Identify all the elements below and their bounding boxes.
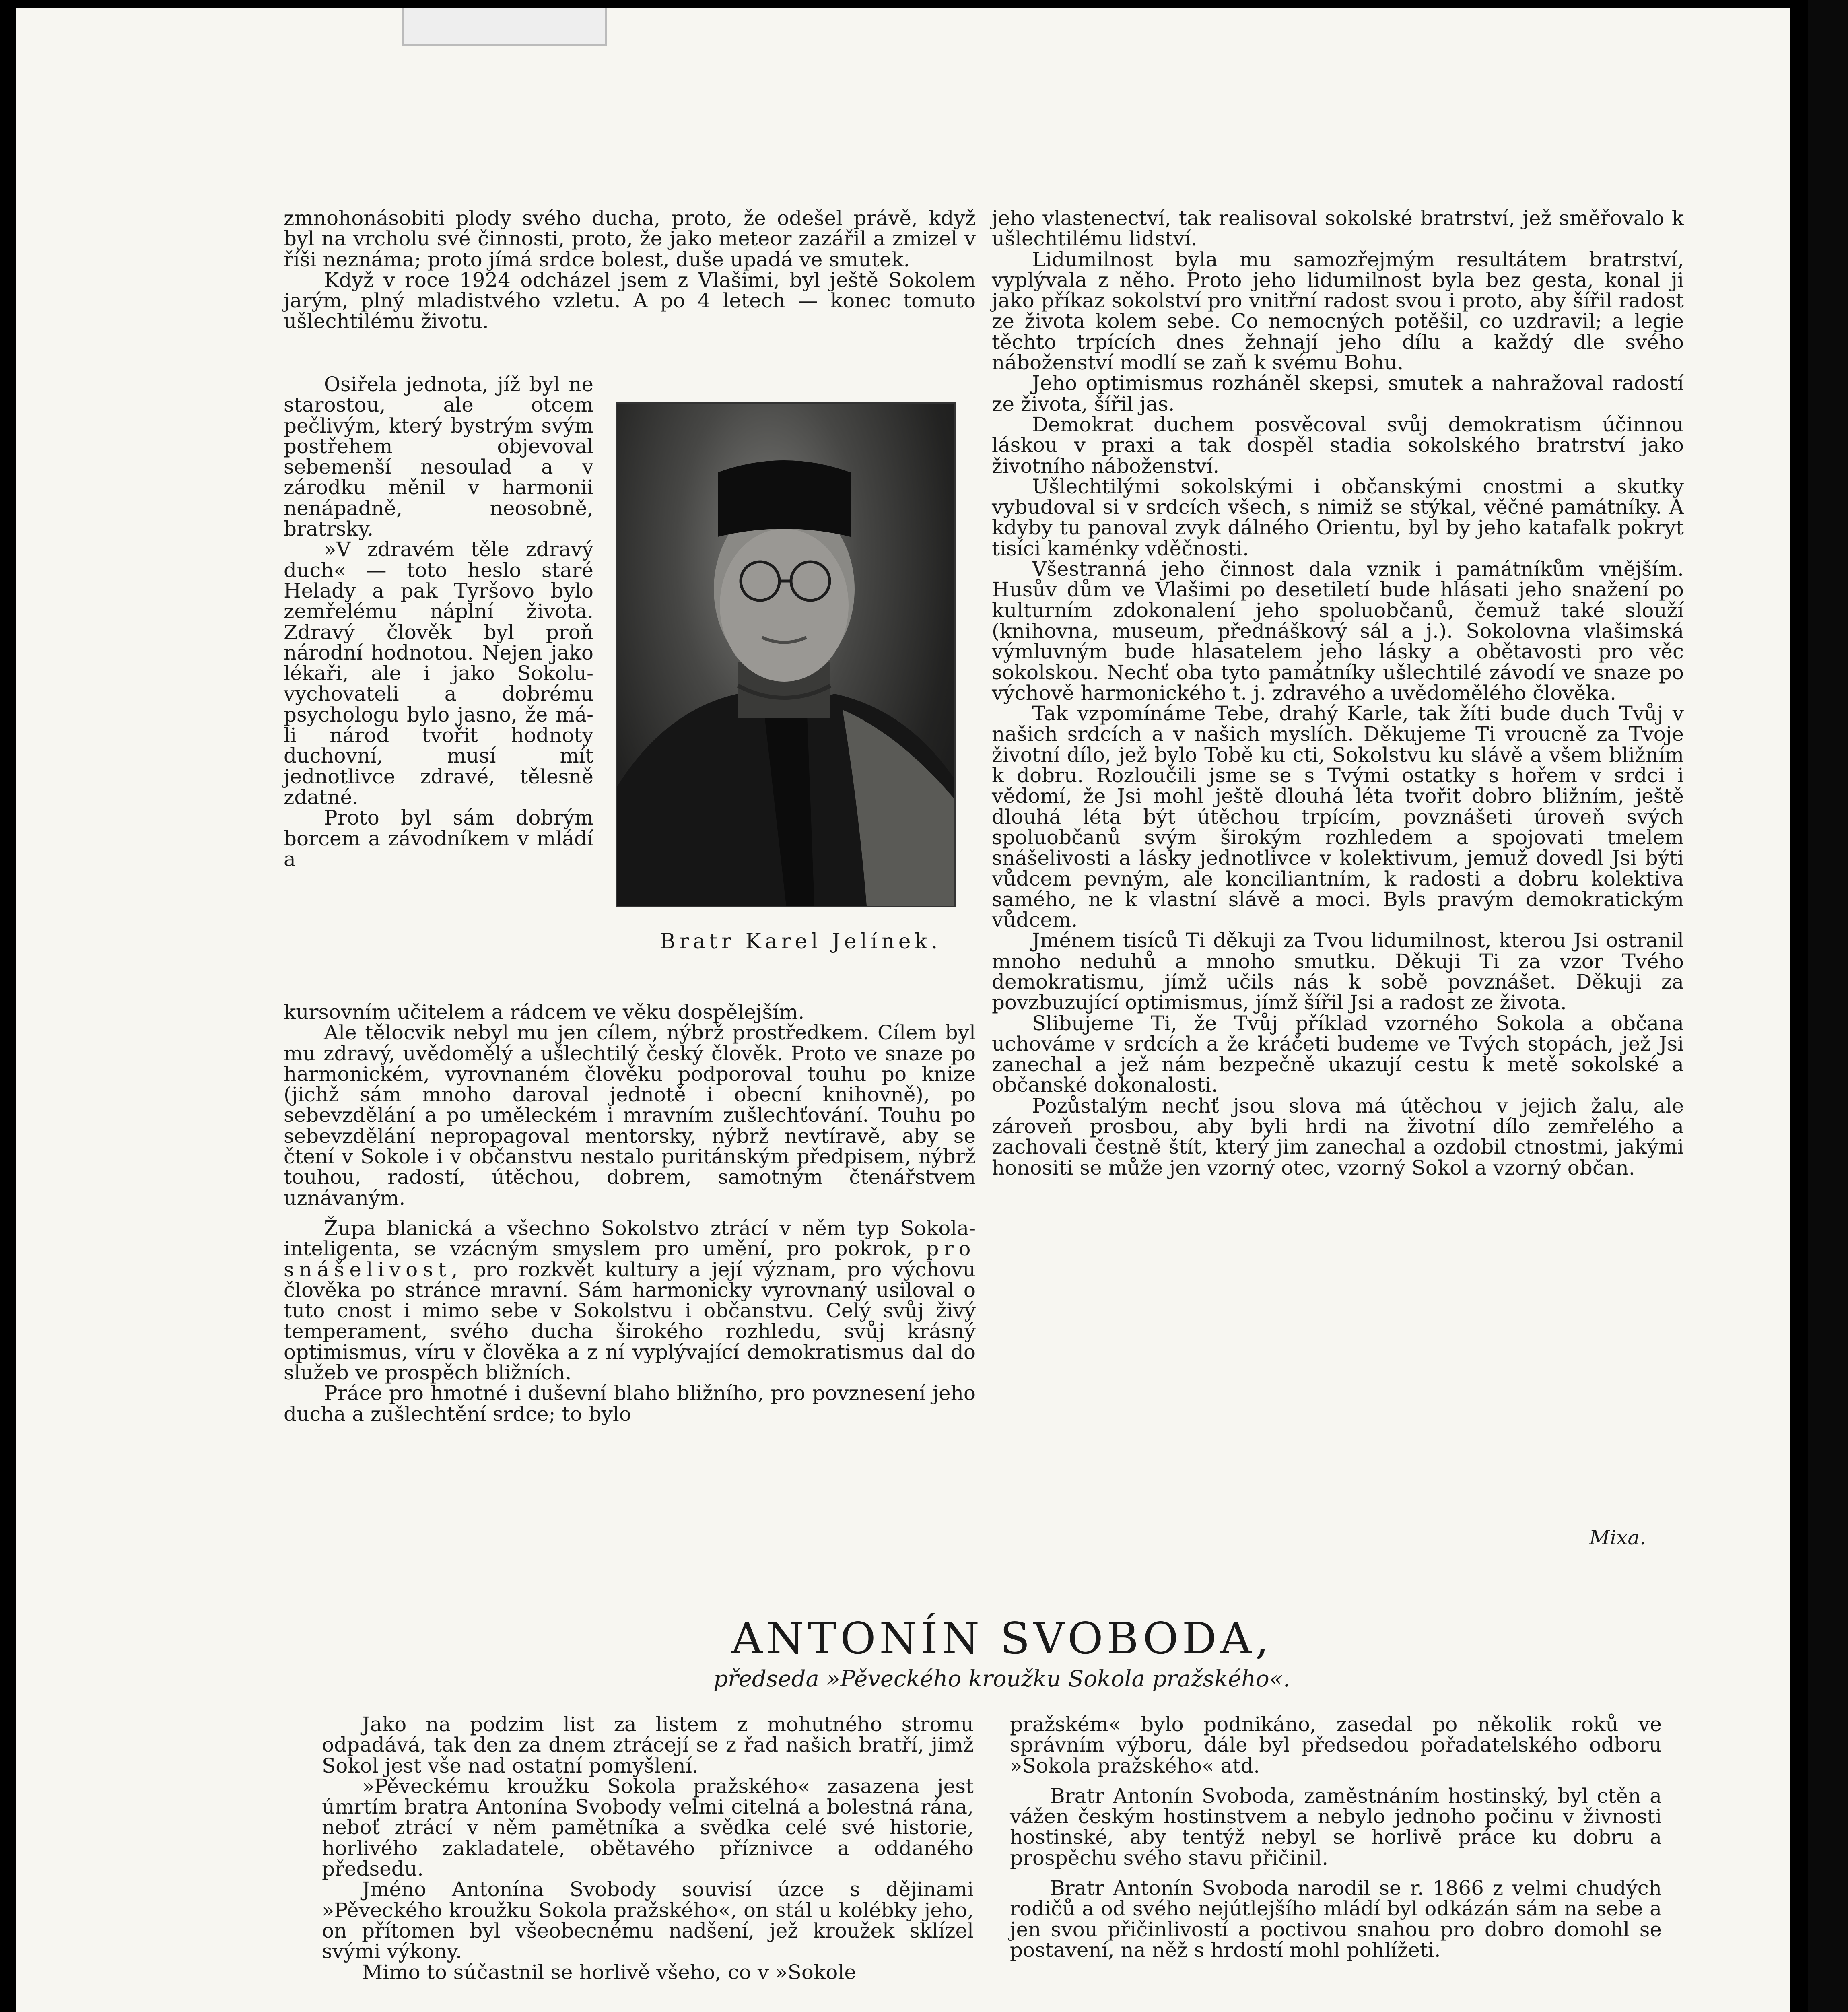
paragraph: jeho vlastenectví, tak realisoval sokolské bratrství, jež směřovalo k ušlechtilému lidství. — [992, 206, 1684, 251]
paragraph: »Pěveckému kroužku Sokola pražského« zasazena jest úmrtím bratra Antonína Svobody velmi citelná a bolestná rána, neboť ztrácí v něm pamětníka a svědka celé své historie, horlivého zakladatele, obětavého příznivce a oddaného předsedu. — [322, 1774, 974, 1881]
paragraph: Všestranná jeho činnost dala vznik i památníkům vnějším. Husův dům ve Vlašimi po desetiletí bude hlásati jeho snažení po kulturním zdokonalení jeho spoluobčanů, čemuž také slouží (knihovna, museum, přednáškový sál a j.). Sokolovna vlašimská výmluvným bude hlasatelem jeho lásky a obětavosti pro věc sokolskou. Nechť oba tyto památníky ušlechtilé závodí ve snaze po výchově harmonického t. j. zdravého a uvědomělého člověka. — [992, 557, 1684, 705]
paragraph: Mimo to súčastnil se horlivě všeho, co v »Sokole — [362, 1960, 856, 1984]
paragraph: Bratr Antonín Svoboda, zaměstnáním hostinský, byl ctěn a vážen českým hostinstvem a nebylo jednoho počinu v živnosti hostinské, aby tentýž nebyl se horlivě práce ku dobru a prospěchu svého stavu přičinil. — [1010, 1784, 1662, 1870]
paragraph: Demokrat duchem posvěcoval svůj demokratism účinnou láskou v praxi a tak dospěl stadia sokolského bratrství jako životního náboženství. — [992, 412, 1684, 478]
section-right-column — [1010, 1714, 1662, 1960]
author-signature: Mixa. — [1589, 1526, 1646, 1549]
paragraph: Lidumilnost byla mu samozřejmým resultátem bratrství, vyplývala z něho. Proto jeho lidumilnost byla bez gesta, konal ji jako příkaz sokolství pro vnitřní radost svou i proto, aby šířil radost ze života kolem sebe. Co nemocných potěšil, co uzdravil; a legie těchto trpících dnes žehnají jeho dílu a každý dle svého náboženství modlí se zaň k svému Bohu. — [992, 247, 1684, 375]
paragraph: Když v roce 1924 odcházel jsem z Vlašimi, byl ještě Sokolem jarým, plný mladistvého vzletu. A po 4 letech — konec tomuto ušlechtilému životu. — [284, 268, 976, 333]
paragraph: Jméno Antonína Svobody souvisí úzce s dějinami »Pěveckého kroužku Sokola pražského«, on stál u kolébky jeho, on přítomen byl všeobecnému nadšení, jež kroužek sklízel svými výkony. — [322, 1878, 974, 1963]
portrait-illustration — [617, 404, 954, 906]
text-run: pro rozkvět kultury a její význam, pro výchovu člověka po stránce mravní. Sám harmonicky vyrovnaný usiloval o tuto cnost i mimo sebe v Sokolstvu i občanstvu. Celý svůj živý temperament, svého ducha širokého rozhledu, svůj krásný optimismus, víru v člověka a z ní vyplývající demokratismus dal do služeb ve prospěch bližních. — [284, 1258, 976, 1385]
section-left-column — [322, 1714, 974, 1983]
left-column-bottom — [284, 1002, 976, 1424]
emphasized-text: pro snášelivost, — [284, 1237, 976, 1281]
paragraph: Slibujeme Ti, že Tvůj příklad vzorného Sokola a občana uchováme v srdcích a že kráčeti budeme ve Tvých stopách, jež Jsi zanechal a jež nám bezpečně ukazují cestu k metě sokolské a občanské dokonalosti. — [992, 1011, 1684, 1097]
scan-edge-artifact — [402, 8, 607, 46]
portrait-photo — [616, 402, 956, 907]
paragraph: Jeho optimismus rozháněl skepsi, smutek a nahražoval radostí ze života, šířil jas. — [992, 371, 1684, 416]
paragraph: Jako na podzim list za listem z mohutného stromu odpadává, tak den za dnem ztrácejí se z řad našich bratří, jimž Sokol jest vše nad ostatní pomyšlení. — [322, 1713, 974, 1777]
paragraph: Tak vzpomínáme Tebe, drahý Karle, tak žíti bude duch Tvůj v našich srdcích a v našich myslích. Děkujeme Ti vroucně za Tvoje životní dílo, jež bylo Tobě ku cti, Sokolstvu ku slávě a všem bližním k dobru. Rozloučili jsme se s Tvými ostatky s hořem v srdci i vědomí, že Jsi mohl ještě dlouhá léta tvořit dobro bližním, ještě dlouhá léta být útěchou trpícím, povznášeti úroveň svých spoluobčanů svým širokým rozhledem a spojovati tmelem snášelivosti a lásky jednotlivce v kolektivum, jemuž dovedl Jsi býti vůdcem pevným, ale konciliantním, k radosti a dobru kolektiva samého, ne k vlastní slávě a moci. Byls pravým demokratickým vůdcem. — [992, 702, 1684, 932]
left-column-wrap — [284, 374, 593, 870]
paragraph: Bratr Antonín Svoboda narodil se r. 1866 z velmi chudých rodičů a od svého nejútlejšího mládí byl odkázán sám na sebe a jen svou přičinlivostí a poctivou snahou pro dobro domohl se postavení, na něž s hrdostí mohl pohlížeti. — [1010, 1876, 1662, 1962]
paragraph: zmnohonásobiti plody svého ducha, proto, že odešel právě, když byl na vrcholu své činnosti, proto, že jako meteor zazářil a zmizel v říši neznáma; proto jímá srdce bolest, duše upadá ve smutek. — [284, 206, 976, 271]
paragraph: Jménem tisíců Ti děkuji za Tvou lidumilnost, kterou Jsi ostranil mnoho neduhů a mnoho smutku. Děkuji Ti za vzor Tvého demokratismu, jímž učils nás k sobě povznášet. Děkuji za povzbuzující optimismus, jímž šířil Jsi a radost ze života. — [992, 929, 1684, 1014]
paragraph: pražském« bylo podnikáno, zasedal po několik roků ve správním výboru, dále byl předsedou pořadatelského odboru »Sokola pražského« atd. — [1010, 1713, 1662, 1777]
paragraph: Osiřela jednota, jíž byl ne starostou, ale otcem pečlivým, který bystrým svým postřehem objevoval sebemenší nesoulad a v zárodku měnil v harmonii nenápadně, neosobně, bratrsky. — [284, 373, 593, 541]
text-run: Župa blanická a všechno Sokolstvo ztrácí v něm typ Sokola-inteligenta, se vzácným smyslem pro umění, pro pokrok, — [284, 1216, 976, 1261]
right-column — [992, 208, 1684, 1178]
paragraph: kursovním učitelem a rádcem ve věku dospělejším. — [284, 1000, 805, 1024]
scan-border — [1808, 0, 1848, 2012]
section-subtitle: předseda »Pěveckého kroužku Sokola pražského«. — [713, 1666, 1290, 1692]
paragraph — [284, 1218, 976, 1383]
page-sheet — [16, 8, 1790, 2012]
section-title: ANTONÍN SVOBODA, — [731, 1614, 1273, 1664]
paragraph: Ale tělocvik nebyl mu jen cílem, nýbrž prostředkem. Cílem byl mu zdravý, uvědomělý a ušlechtilý český člověk. Proto ve snaze po harmonickém, vyrovnaném člověku podporoval touhu po knize (jichž sám mnoho daroval jednotě i obecní knihovně), po sebevzdělání a po uměleckém i mravním zušlechťování. Touhu po sebevzdělání nepropagoval mentorsky, nýbrž nevtíravě, aby se čtení v Sokole i v občanstvu nestalo puritánským předpisem, nýbrž touhou, radostí, útěchou, dobrem, samotným čtenářstvem uznávaným. — [284, 1021, 976, 1210]
left-column-top — [284, 208, 976, 332]
paragraph: »V zdravém těle zdravý duch« — toto heslo staré Helady a pak Tyršovo bylo zemřelému náplní života. Zdravý člověk byl proň národní hodnotou. Nejen jako lékaři, ale i jako Sokolu-vychovateli a dobrému psychologu bylo jasno, že má-li národ tvořit hodnoty duchovní, musí mít jednotlivce zdravé, tělesně zdatné. — [284, 538, 593, 809]
paragraph: Proto byl sám dobrým borcem a závodníkem v mládí a — [284, 806, 593, 871]
paragraph: Ušlechtilými sokolskými i občanskými cnostmi a skutky vybudoval si v srdcích všech, s nimiž se stýkal, věčné památníky. A kdyby tu panoval zvyk dálného Orientu, byl by jeho katafalk pokryt tisíci kaménky vděčnosti. — [992, 474, 1684, 560]
paragraph: Pozůstalým nechť jsou slova má útěchou v jejich žalu, ale zároveň prosbou, aby byli hrdi na životní dílo zemřelého a zachovali čestně štít, který jim zanechal a ozdobil ctnostmi, jakými honositi se může jen vzorný otec, vzorný Sokol a vzorný občan. — [992, 1094, 1684, 1179]
paragraph: Práce pro hmotné i duševní blaho bližního, pro povznesení jeho ducha a zušlechtění srdce; to bylo — [284, 1381, 976, 1426]
photo-caption: Bratr Karel Jelínek. — [660, 930, 942, 954]
